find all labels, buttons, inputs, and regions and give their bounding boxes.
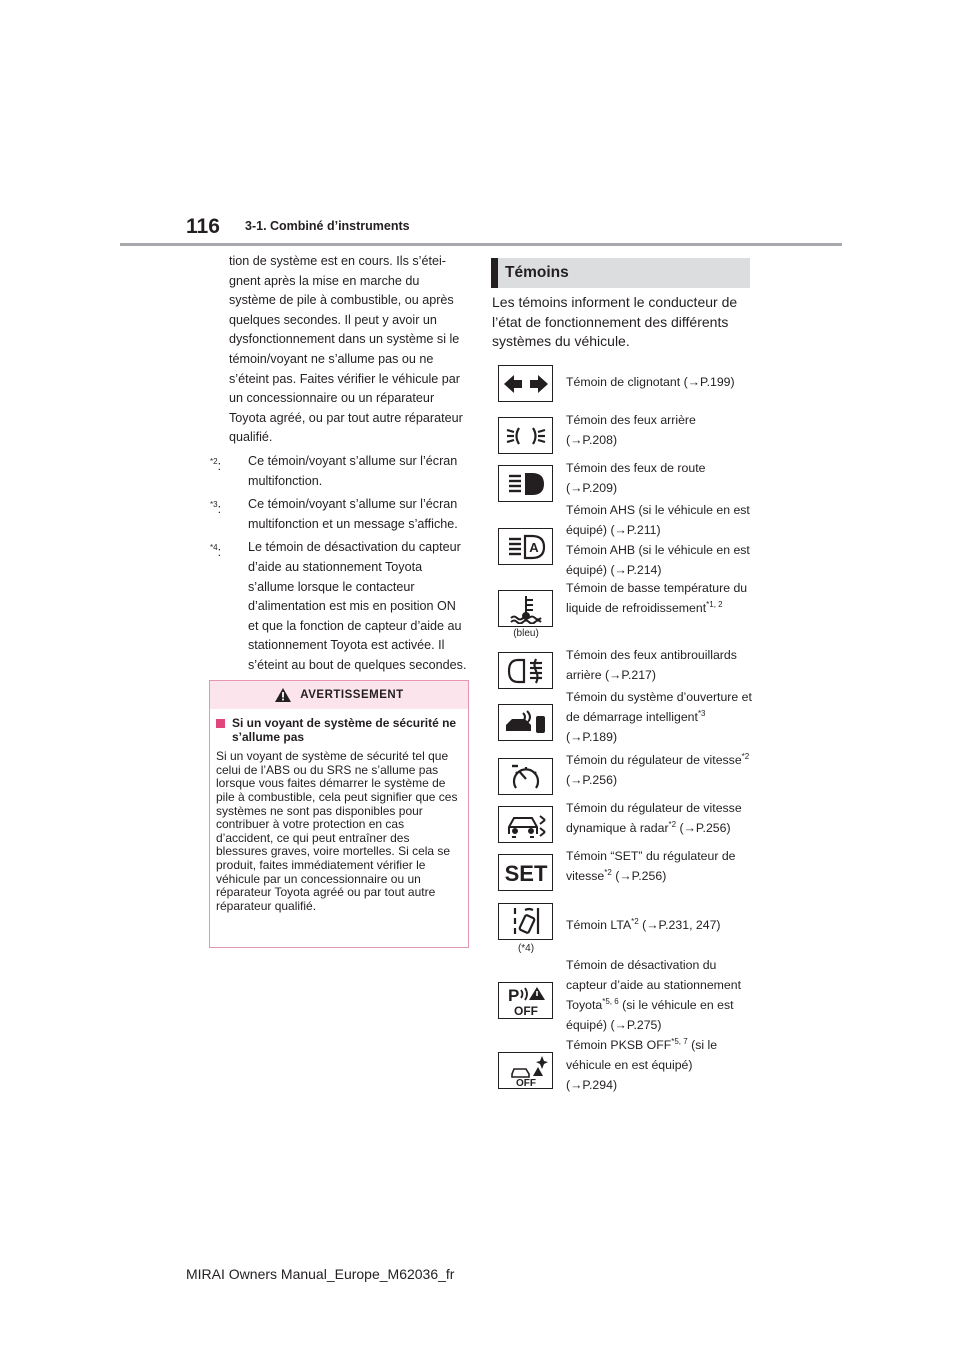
indicator-description: Témoin AHS (si le véhicule en est équipé) (→P.211) Témoin AHB (si le véhicule en est équipé) (→P.214) (566, 503, 750, 577)
turn-signal-icon (498, 365, 553, 402)
warning-text: Si un voyant de système de sécurité tel que celui de l’ABS ou du SRS ne s’allume pas lorsque vous faites démarrer le système de pile à combustible, cela peut signifier que ces systèmes ne sont pas disponibles pour contribuer à votre protection en cas d’accident, ce qui peut entraîner des blessures graves, voire mortelles. Si cela se produit, faites immédiatement vérifier le véhicule par un concessionnaire ou un réparateur Toyota agréé ou par tout autre réparateur qualifié. (216, 749, 458, 913)
indicator-description: Témoin PKSB OFF$^{*5, 7}$ (si le véhicule en est équipé) (→P.294) (566, 1037, 718, 1092)
bullet-square-icon (216, 719, 225, 728)
warning-label: AVERTISSEMENT (300, 689, 404, 701)
header-rule (120, 243, 842, 246)
warning-title: Si un voyant de système de sécurité ne s’allume pas (216, 717, 462, 744)
radar-cruise-icon (498, 806, 553, 843)
parking-sensor-off-icon (498, 982, 553, 1019)
footnote-text: Le témoin de désactivation du capteur d’aide au stationnement Toyota s’allume lorsque le contacteur d’alimentation est mis en position ON et que la fonction de capteur d’aide au stationnement Toyota est activée. Il s’éteint au bout de quelques secondes. (248, 540, 467, 672)
section-title: 3-1. Combiné d’instruments (245, 219, 410, 233)
indicator-description: Témoin de clignotant (→P.199) (566, 375, 735, 389)
footnote: $^{*4}$: Le témoin de désactivation du capteur d’aide au stationnement Toyota s’allume lorsque le contacteur d’alimentation est mis en position ON et que la fonction de capteur d’aide au stationnement Toyota est activée. Il s’éteint au bout de quelques secondes. (210, 540, 467, 672)
svg-text:OFF: OFF (513, 1003, 538, 1017)
pksb-off-icon (498, 1052, 553, 1089)
rear-fog-icon (498, 652, 553, 689)
warning-box (209, 680, 469, 948)
indicator-description: Témoin de basse température du liquide de refroidissement$^{*1, 2}$ (566, 581, 748, 615)
indicator-description: Témoin des feux arrière (→P.208) (566, 413, 696, 447)
svg-text:SET: SET (504, 860, 547, 886)
ahs-ahb-icon (498, 528, 553, 565)
svg-text:OFF: OFF (515, 1077, 536, 1087)
indicator-description: Témoin des feux de route (→P.209) (566, 461, 706, 495)
svg-text:P: P (507, 985, 519, 1005)
icon-caption: (*4) (517, 943, 535, 954)
continuation-paragraph: tion de système est en cours. Ils s’éteignent après la mise en marche du système de pile à combustible, ou après quelques secondes. Il peut y avoir un dysfonctionnement dans un système si le témoin/voyant ne s’allume pas ou ne s’éteint pas. Faites vérifier le véhicule par un concessionnaire ou un réparateur Toyota agréé, ou par tout autre réparateur qualifié. (229, 254, 463, 445)
indicator-description: Témoin du régulateur de vitesse$^{*2}$ (→P.256) (566, 752, 750, 787)
tail-light-icon (498, 417, 553, 454)
cruise-control-icon (498, 758, 553, 795)
temoins-intro: Les témoins informent le conducteur de l’état de fonctionnement des différents systèmes du véhicule. (492, 294, 738, 350)
indicator-description: Témoin de désactivation du capteur d’aide au stationnement Toyota$^{*5, 6}$ (si le véhicule en est équipé) (→P.275) (566, 958, 742, 1032)
svg-text:A: A (528, 539, 539, 555)
indicator-description: Témoin “SET” du régulateur de vitesse$^{*2}$ (→P.256) (566, 849, 736, 883)
high-beam-icon (498, 465, 553, 502)
icon-caption: (bleu) (513, 628, 539, 639)
footer-text: MIRAI Owners Manual_Europe_M62036_fr (186, 1266, 455, 1282)
page-number: 116 (186, 215, 220, 238)
indicator-description: Témoin du système d’ouverture et de démarrage intelligent$^{*3}$ (→P.189) (566, 690, 752, 744)
indicator-description: Témoin des feux antibrouillards arrière (→P.217) (566, 648, 737, 682)
indicator-description: Témoin LTA$^{*2}$ (→P.231, 247) (566, 917, 721, 932)
smart-entry-icon (498, 704, 553, 741)
indicator-description: Témoin du régulateur de vitesse dynamique à radar$^{*2}$ (→P.256) (566, 801, 742, 835)
temoins-heading: Témoins (491, 258, 750, 288)
footnote: $^{*3}$: Ce témoin/voyant s’allume sur l’écran multifonction et un message s’affiche. (210, 497, 458, 531)
footnote: $^{*2}$: Ce témoin/voyant s’allume sur l’écran multifonction. (210, 453, 458, 488)
coolant-temp-icon (498, 590, 553, 627)
warning-triangle-icon (274, 687, 292, 703)
left-column (210, 252, 467, 675)
warning-header (210, 681, 468, 709)
footnote-text: Ce témoin/voyant s’allume sur l’écran multifonction et un message s’affiche. (248, 497, 458, 531)
set-icon (498, 854, 553, 891)
footnote-text: Ce témoin/voyant s’allume sur l’écran multifonction. (248, 453, 458, 488)
lta-icon (498, 903, 553, 940)
